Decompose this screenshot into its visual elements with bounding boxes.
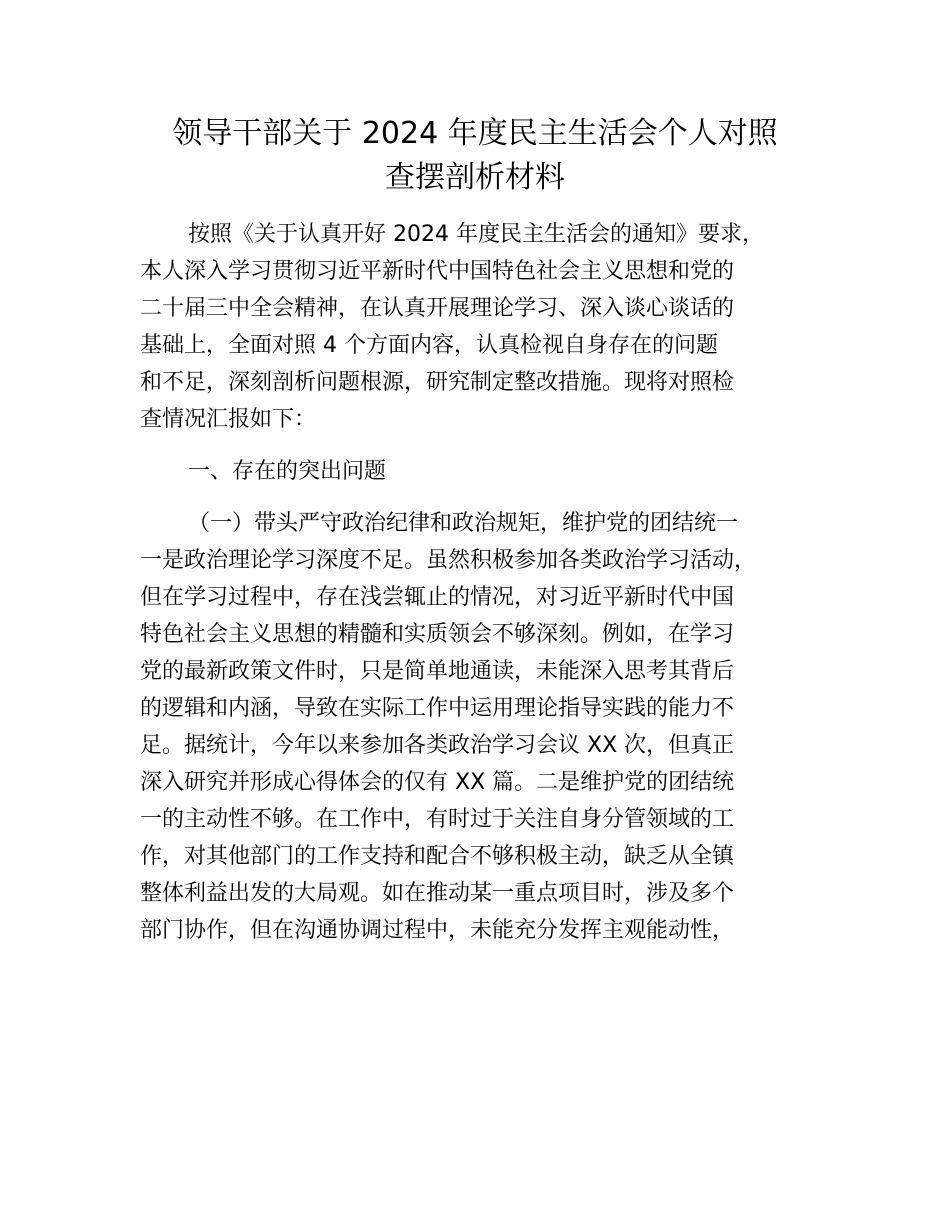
paragraph-line: 作，对其他部门的工作支持和配合不够积极主动，缺乏从全镇 bbox=[140, 844, 735, 869]
paragraph-line: 一的主动性不够。在工作中，有时过于关注自身分管领域的工 bbox=[140, 807, 735, 832]
paragraph-line: 本人深入学习贯彻习近平新时代中国特色社会主义思想和党的 bbox=[140, 259, 735, 284]
title-line: 查摆剖析材料 bbox=[385, 160, 565, 195]
paragraph-line: 深入研究并形成心得体会的仅有 XX 篇。二是维护党的团结统 bbox=[140, 770, 735, 795]
document-body bbox=[140, 216, 840, 949]
paragraph-line: 部门协作，但在沟通协调过程中，未能充分发挥主观能动性， bbox=[140, 918, 735, 943]
paragraph-line: 按照《关于认真开好 2024 年度民主生活会的通知》要求， bbox=[188, 222, 764, 247]
subsection-paragraph bbox=[140, 505, 840, 949]
paragraph-line: 的逻辑和内涵，导致在实际工作中运用理论指导实践的能力不 bbox=[140, 696, 735, 721]
paragraph-line: 但在学习过程中，存在浅尝辄止的情况，对习近平新时代中国 bbox=[140, 585, 735, 610]
title-line: 领导干部关于 2024 年度民主生活会个人对照 bbox=[172, 116, 778, 151]
intro-paragraph bbox=[140, 216, 840, 438]
paragraph-line: 查情况汇报如下： bbox=[140, 407, 317, 432]
paragraph-line: 足。据统计，今年以来参加各类政治学习会议 XX 次，但真正 bbox=[140, 733, 735, 758]
section-heading: 一、存在的突出问题 bbox=[188, 459, 387, 484]
paragraph-line: 特色社会主义思想的精髓和实质领会不够深刻。例如，在学习 bbox=[140, 622, 735, 647]
paragraph-line: 一是政治理论学习深度不足。虽然积极参加各类政治学习活动， bbox=[140, 548, 757, 573]
paragraph-line: 二十届三中全会精神，在认真开展理论学习、深入谈心谈话的 bbox=[140, 296, 735, 321]
paragraph-line: 党的最新政策文件时，只是简单地通读，未能深入思考其背后 bbox=[140, 659, 735, 684]
subsection-heading: （一）带头严守政治纪律和政治规矩，维护党的团结统一 bbox=[188, 511, 739, 536]
paragraph-line: 和不足，深刻剖析问题根源，研究制定整改措施。现将对照检 bbox=[140, 370, 735, 395]
document-title bbox=[140, 112, 810, 200]
paragraph-line: 整体利益出发的大局观。如在推动某一重点项目时，涉及多个 bbox=[140, 881, 735, 906]
paragraph-line: 基础上，全面对照 4 个方面内容，认真检视自身存在的问题 bbox=[140, 333, 718, 358]
